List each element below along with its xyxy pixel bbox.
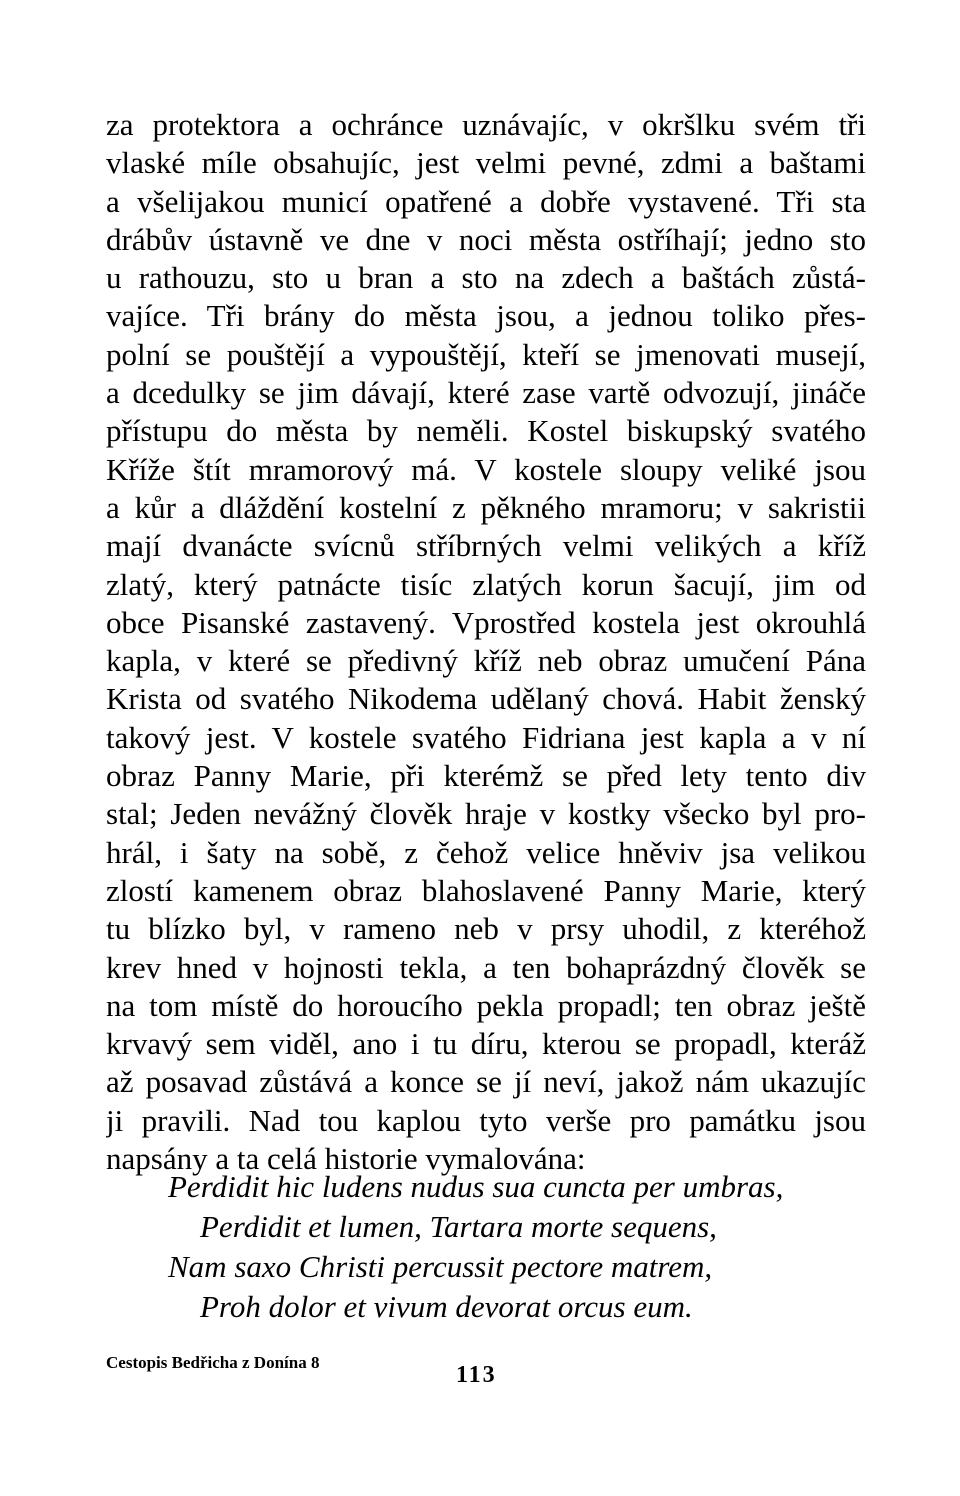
text-line: na tom místě do horoucího pekla propadl; ten obraz ještě	[106, 987, 866, 1023]
text-line: vajíce. Tři brány do města jsou, a jednou toliko přes-	[106, 298, 866, 334]
body-paragraph	[106, 106, 866, 1178]
text-line: krvavý sem viděl, ano i tu díru, kterou se propadl, kteráž	[106, 1026, 866, 1062]
text-line: u rathouzu, sto u bran a sto na zdech a baštách zůstá-	[106, 260, 866, 296]
text-line: Krista od svatého Nikodema udělaný chová. Habit ženský	[106, 681, 866, 717]
text-line: a všelijakou municí opatřené a dobře vystavené. Tři sta	[106, 183, 866, 219]
text-line: drábův ústavně ve dne v noci města ostříhají; jedno sto	[106, 221, 866, 257]
text-line: mají dvanácte svícnů stříbrných velmi velikých a kříž	[106, 528, 866, 564]
text-line: polní se pouštějí a vypouštějí, kteří se jmenovati musejí,	[106, 336, 866, 372]
text-line: tu blízko byl, v rameno neb v prsy uhodil, z kteréhož	[106, 911, 866, 947]
verse-line: Perdidit hic ludens nudus sua cuncta per umbras,	[168, 1169, 784, 1204]
text-line: obraz Panny Marie, při kterémž se před lety tento div	[106, 758, 866, 794]
text-line: zlostí kamenem obraz blahoslavené Panny Marie, který	[106, 872, 866, 908]
text-line: a dcedulky se jim dávají, které zase vartě odvozují, jináče	[106, 375, 866, 411]
text-line: takový jest. V kostele svatého Fidriana jest kapla a v ní	[106, 719, 866, 755]
text-line: hrál, i šaty na sobě, z čehož velice hněviv jsa velikou	[106, 834, 866, 870]
text-line: vlaské míle obsahujíc, jest velmi pevné, zdmi a baštami	[106, 145, 866, 181]
verse-line: Nam saxo Christi percussit pectore matrem,	[168, 1249, 713, 1284]
text-line: a kůr a dláždění kostelní z pěkného mramoru; v sakristii	[106, 489, 866, 525]
signature-mark: Cestopis Bedřicha z Donína 8	[106, 1353, 320, 1372]
text-line: za protektora a ochránce uznávajíc, v okršlku svém tři	[106, 107, 866, 142]
verse-line: Proh dolor et vivum devorat orcus eum.	[200, 1289, 693, 1324]
text-line: stal; Jeden nevážný člověk hraje v kostky všecko byl pro-	[106, 796, 866, 832]
verse-line: Perdidit et lumen, Tartara morte sequens,	[200, 1209, 717, 1244]
text-line: napsány a ta celá historie vymalována:	[106, 1141, 586, 1177]
text-line: Kříže štít mramorový má. V kostele sloupy veliké jsou	[106, 451, 866, 487]
page-number: 113	[456, 1362, 497, 1388]
text-line: až posavad zůstává a konce se jí neví, jakož nám ukazujíc	[106, 1064, 866, 1100]
text-line: obce Pisanské zastavený. Vprostřed kostela jest okrouhlá	[106, 604, 866, 640]
text-line: přístupu do města by neměli. Kostel biskupský svatého	[106, 413, 866, 449]
text-line: kapla, v které se předivný kříž neb obraz umučení Pána	[106, 643, 866, 679]
text-line: ji pravili. Nad tou kaplou tyto verše pro památku jsou	[106, 1102, 866, 1138]
text-line: krev hned v hojnosti tekla, a ten bohaprázdný člověk se	[106, 949, 866, 985]
text-line: zlatý, který patnácte tisíc zlatých korun šacují, jim od	[106, 566, 866, 602]
